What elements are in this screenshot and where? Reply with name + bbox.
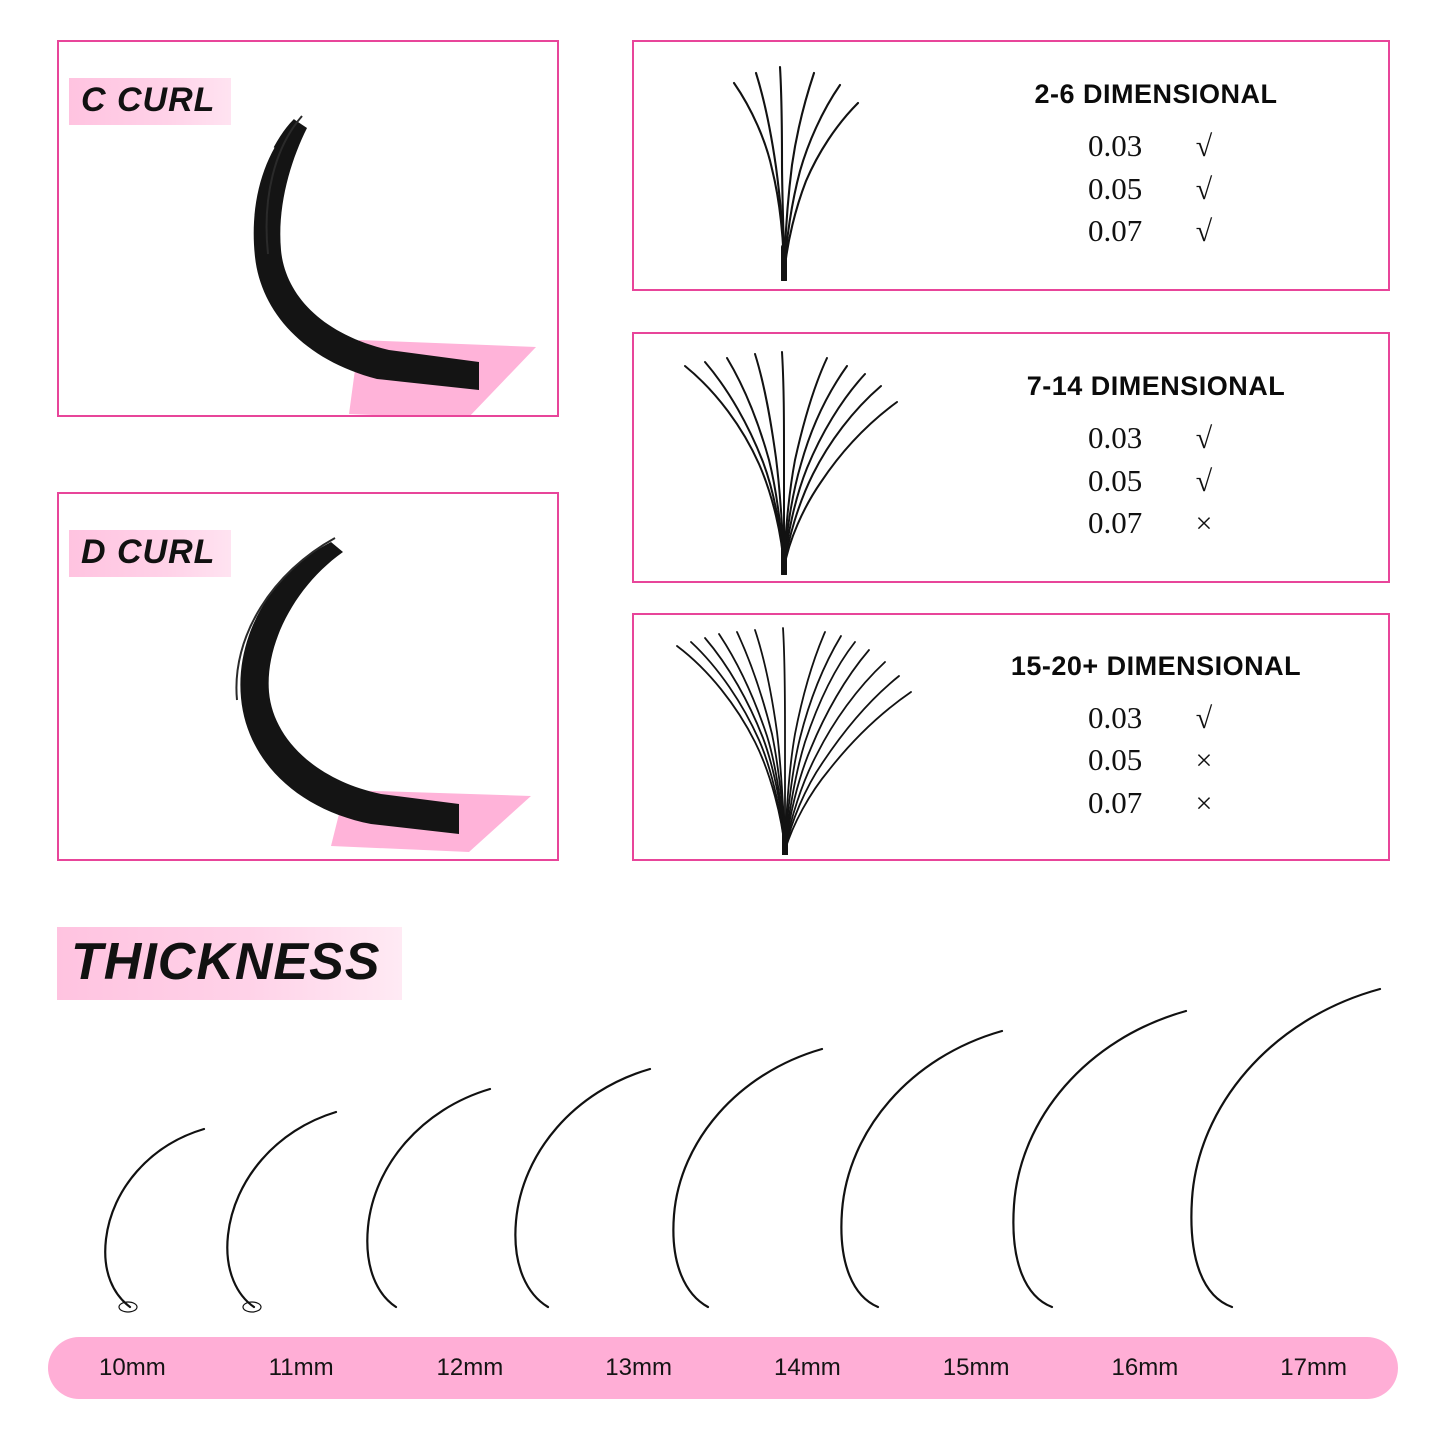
dimension-title-7-14: 7-14 DIMENSIONAL	[1026, 371, 1286, 402]
size-label-13mm: 13mm	[605, 1354, 672, 1381]
dimension-rows-7-14	[1088, 418, 1224, 543]
thickness-value: 0.05	[1088, 170, 1143, 206]
size-label-10mm: 10mm	[99, 1354, 166, 1381]
dimension-row	[1088, 211, 1224, 251]
dimension-row	[1088, 126, 1224, 166]
d-curl-label: D CURL	[69, 530, 231, 577]
panel-d-curl	[57, 492, 559, 861]
thickness-value: 0.07	[1088, 505, 1143, 541]
size-label-17mm: 17mm	[1280, 1354, 1347, 1381]
availability-mark: ×	[1195, 786, 1213, 820]
dimension-row	[1088, 503, 1224, 543]
availability-mark: √	[1195, 172, 1213, 206]
d-curl-lash	[240, 542, 459, 834]
fan-illustration-7-14	[634, 334, 934, 581]
thickness-value: 0.07	[1088, 784, 1143, 820]
thickness-value: 0.03	[1088, 128, 1143, 164]
availability-mark: √	[1195, 130, 1213, 164]
availability-mark: ×	[1195, 744, 1213, 778]
panel-c-curl	[57, 40, 559, 417]
thickness-value: 0.05	[1088, 462, 1143, 498]
dimension-rows-15-20	[1088, 698, 1224, 823]
dimension-row	[1088, 698, 1224, 738]
size-label-14mm: 14mm	[774, 1354, 841, 1381]
size-label-16mm: 16mm	[1111, 1354, 1179, 1381]
availability-mark: √	[1195, 701, 1213, 735]
size-label-11mm: 11mm	[268, 1354, 334, 1381]
thickness-value: 0.03	[1088, 699, 1143, 735]
panel-dimension-15-20	[632, 613, 1390, 861]
dimension-row	[1088, 783, 1224, 823]
availability-mark: √	[1195, 422, 1213, 456]
dimension-row	[1088, 461, 1224, 501]
c-curl-label: C CURL	[69, 78, 231, 125]
availability-mark: √	[1195, 215, 1213, 249]
panel-dimension-2-6	[632, 40, 1390, 291]
thickness-value: 0.03	[1088, 420, 1143, 456]
lash-curve-11mm	[196, 1100, 351, 1320]
availability-mark: √	[1195, 464, 1213, 498]
lash-length-row	[48, 980, 1398, 1320]
size-label-12mm: 12mm	[436, 1354, 504, 1381]
d-curl-illustration	[59, 494, 557, 859]
dimension-title-15-20: 15-20+ DIMENSIONAL	[1010, 650, 1302, 681]
dimension-row	[1088, 740, 1224, 780]
size-label-15mm: 15mm	[942, 1354, 1010, 1381]
thickness-value: 0.05	[1088, 742, 1143, 778]
c-curl-illustration	[59, 42, 557, 415]
dimension-row	[1088, 418, 1224, 458]
dimension-rows-2-6	[1088, 126, 1224, 251]
dimension-title-2-6: 2-6 DIMENSIONAL	[1034, 79, 1278, 110]
size-legend-bar	[48, 1337, 1398, 1399]
fan-illustration-15-20	[634, 615, 934, 859]
fan-illustration-2-6	[634, 42, 934, 289]
thickness-title: THICKNESS	[57, 927, 402, 1000]
panel-dimension-7-14	[632, 332, 1390, 583]
availability-mark: ×	[1195, 507, 1213, 541]
thickness-value: 0.07	[1088, 213, 1143, 249]
dimension-row	[1088, 169, 1224, 209]
lash-curve-17mm	[1134, 977, 1396, 1320]
